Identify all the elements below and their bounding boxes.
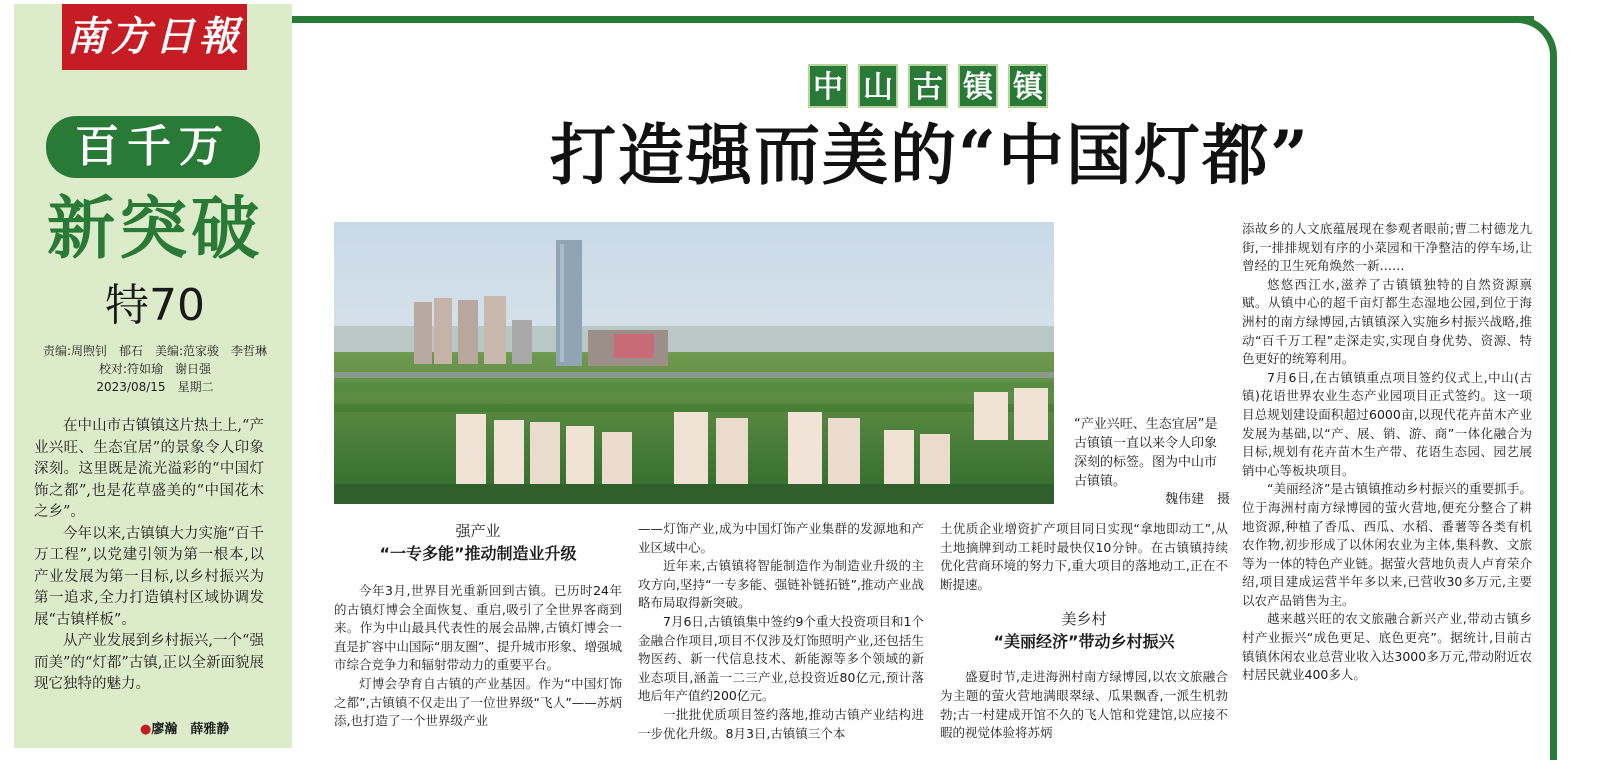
kicker-char: 镇 xyxy=(1008,64,1048,108)
article-paragraph: 7月6日,古镇镇集中签约9个重大投资项目和1个金融合作项目,项目不仅涉及灯饰照明产业,还包括生物医药、新一代信息技术、新能源等多个领域的新业态项目,涵盖一二三产业,总投资近80亿元,预计落地后年产值约200亿元。 xyxy=(638,613,924,704)
series-pill-label: 百千万 xyxy=(46,116,260,178)
headline-kicker xyxy=(808,64,1058,112)
article-column-4 xyxy=(1242,220,1532,685)
article-column-2 xyxy=(638,520,924,743)
photo-credit: 魏伟建 摄 xyxy=(1164,492,1230,507)
kicker-char: 镇 xyxy=(958,64,998,108)
article-paragraph: 近年来,古镇镇将智能制造作为制造业升级的主攻方向,坚持“一专多能、强链补链拓链”,推动产业战略布局取得新突破。 xyxy=(638,558,924,611)
article-paragraph: 悠悠西江水,滋养了古镇镇独特的自然资源禀赋。从镇中心的超千亩灯都生态湿地公园,到位于海洲村的南方绿博园,古镇镇深入实施乡村振兴战略,推动“百千万工程”走深走实,实现自身优势、资源、特色更好的统筹利用。 xyxy=(1242,276,1532,367)
kicker-char: 中 xyxy=(808,64,848,108)
article-paragraph: 土优质企业增资扩产项目同日实现“拿地即动工”,从土地摘牌到动工耗时最快仅10分钟。在古镇镇持续优化营商环境的努力下,重大项目的落地动工,正在不断提速。 xyxy=(940,521,1228,592)
section-title: “美丽经济”带动乡村振兴 xyxy=(993,632,1175,652)
issue-number: 特70 xyxy=(105,280,205,331)
section-title: “一专多能”推动制造业升级 xyxy=(379,544,577,563)
sidebar-intro xyxy=(34,416,264,696)
frame-right-border xyxy=(1550,70,1557,760)
article-paragraph: “美丽经济”是古镇镇推动乡村振兴的重要抓手。位于海洲村南方绿博园的萤火营地,便充分整合了耕地资源,种植了香瓜、西瓜、水稻、番薯等各类有机农作物,初步形成了以休闲农业为主体,集科教、文旅等为一体的特色产业链。据萤火营地负责人卢育荣介绍,项目建成运营半年多以来,已营收30多万元,主要以农产品销售为主。 xyxy=(1242,481,1532,608)
frame-corner-border xyxy=(1510,16,1557,76)
issue-date: 2023/08/15 星期二 xyxy=(96,380,214,394)
article-paragraph: 盛夏时节,走进海洲村南方绿博园,以农文旅融合为主题的萤火营地满眼翠绿、瓜果飘香,一派生机勃勃;古一村建成开馆不久的飞人馆和党建馆,以应接不暇的视觉体验将苏炳 xyxy=(940,669,1228,741)
byline-authors: 廖瀚 薛雅静 xyxy=(151,722,230,737)
byline-dot-icon: ● xyxy=(140,722,152,737)
editor-credits: 责编:周煦钊 郁石 美编:范家骏 李哲琳 xyxy=(42,344,268,358)
article-paragraph: ——灯饰产业,成为中国灯饰产业集群的发源地和产业区域中心。 xyxy=(638,521,924,555)
masthead-text: 南方日報 xyxy=(66,13,243,60)
article-column-3 xyxy=(940,520,1228,743)
series-title: 新突破 xyxy=(46,189,263,269)
section-kicker: 美乡村 xyxy=(1061,610,1107,629)
proofreader-credits: 校对:符如瑜 谢日强 xyxy=(98,362,212,376)
section-kicker: 强产业 xyxy=(455,522,501,540)
sidebar-paragraph: 在中山市古镇镇这片热土上,“产业兴旺、生态宜居”的景象令人印象深刻。这里既是流光溢彩的“中国灯饰之都”,也是花草盛美的“中国花木之乡”。 xyxy=(34,418,264,520)
article-paragraph: 添故乡的人文底蕴展现在参观者眼前;曹二村德龙九街,一排排规划有序的小菜园和干净整洁的停车场,让曾经的卫生死角焕然一新…… xyxy=(1242,221,1532,274)
sidebar-paragraph: 从产业发展到乡村振兴,一个“强而美”的“灯都”古镇,正以全新面貌展现它独特的魅力。 xyxy=(34,633,264,692)
kicker-char: 山 xyxy=(858,64,898,108)
frame-top-border xyxy=(292,16,1534,23)
sidebar-byline xyxy=(140,720,280,740)
article-paragraph: 今年3月,世界目光重新回到古镇。已历时24年的古镇灯博会全面恢复、重启,吸引了全世界客商到来。作为中山最具代表性的展会品牌,古镇灯博会一直是扩容中山国际“朋友圈”、提升城市形象、增强城市综合竞争力和辐射带动力的重要平台。 xyxy=(334,583,622,673)
headline-title: 打造强而美的“中国灯都” xyxy=(550,116,1310,194)
article-paragraph: 7月6日,在古镇镇重点项目签约仪式上,中山(古镇)花语世界农业生态产业园项目正式签约。这一项目总规划建设面积超过6000亩,以现代花卉苗木产业发展为基础,以“产、展、销、游、商”一体化融合为目标,规划有花卉苗木生产带、花语生态园、园艺展销中心等板块项目。 xyxy=(1242,369,1532,478)
article-paragraph: 一批批优质项目签约落地,推动古镇产业结构进一步优化升级。8月3日,古镇镇三个本 xyxy=(638,706,924,741)
article-paragraph: 越来越兴旺的农文旅融合新兴产业,带动古镇乡村产业振兴“成色更足、底色更亮”。据统计,目前古镇镇休闲农业总营业收入达3000多万元,带动附近农村居民就业400多人。 xyxy=(1242,611,1532,683)
article-column-1 xyxy=(334,520,622,731)
sidebar-paragraph: 今年以来,古镇镇大力实施“百千万工程”,以党建引领为第一根本,以产业发展为第一目标,以乡村振兴为第一追求,全力打造镇村区域协调发展“古镇样板”。 xyxy=(34,525,264,628)
town-aerial-photo xyxy=(334,222,1054,504)
kicker-char: 古 xyxy=(908,64,948,108)
photo-caption: “产业兴旺、生态宜居”是古镇镇一直以来令人印象深刻的标签。图为中山市古镇镇。 xyxy=(1074,417,1218,489)
article-paragraph: 灯博会孕育自古镇的产业基因。作为“中国灯饰之都”,古镇镇不仅走出了一位世界级“飞人”——苏炳添,也打造了一个世界级产业 xyxy=(334,675,622,729)
